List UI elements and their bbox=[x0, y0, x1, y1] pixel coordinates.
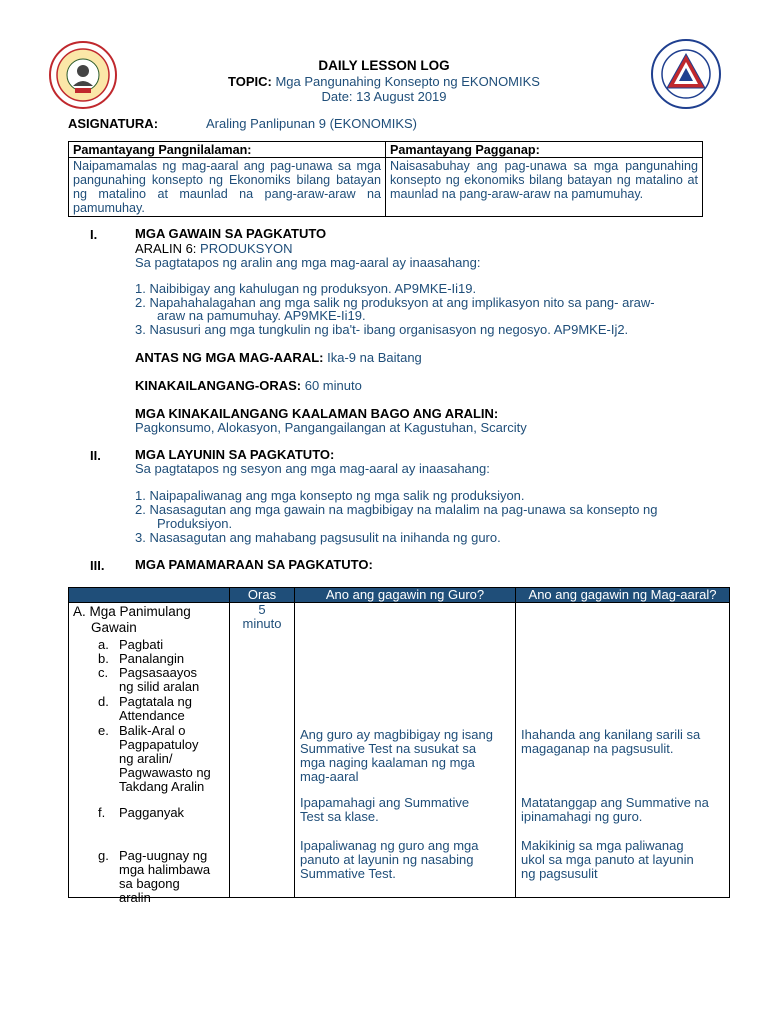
student-cell bbox=[516, 603, 730, 898]
section-1-objective-2: 2. Napahahalagahan ang mga salik ng produksyon at ang implikasyon nito sa pang- araw- bbox=[135, 295, 655, 310]
column-header-student: Ano ang gagawin ng Mag-aaral? bbox=[516, 588, 730, 603]
time-value-cell: 5 minuto bbox=[242, 602, 282, 631]
section-2-objective-1: 1. Naipapaliwanag ang mga konsepto ng mga salik ng produksiyon. bbox=[135, 488, 525, 503]
section-1-intro: Sa pagtatapos ng aralin ang mga mag-aaral ay inaasahang: bbox=[135, 255, 481, 270]
section-1-objective-2-cont: araw na pamumuhay. AP9MKE-Ii19. bbox=[157, 308, 366, 323]
section-2-number: II. bbox=[90, 448, 101, 463]
standards-table bbox=[68, 141, 703, 217]
section-2-objective-2: 2. Nasasagutan ang mga gawain na magbibigay na malalim na pag-unawa sa konsepto ng bbox=[135, 502, 658, 517]
grade-level-label: ANTAS NG MGA MAG-AARAL: bbox=[135, 350, 324, 365]
section-2-objective-2-cont: Produksiyon. bbox=[157, 516, 233, 531]
content-standard-text: Naipamamalas ng mag-aaral ang pag-unawa sa mga pangunahing konsepto ng Ekonomiks bilang batayan ng matalino at maunlad na pang-araw-araw na pamumuhay. bbox=[69, 158, 386, 217]
student-text-f: Matatanggap ang Summative na ipinamahagi ng guro. bbox=[521, 795, 709, 824]
lesson-label: ARALIN 6: bbox=[135, 241, 197, 256]
document-title: DAILY LESSON LOG bbox=[318, 58, 450, 73]
time-label: KINAKAILANGANG-ORAS: bbox=[135, 378, 302, 393]
teacher-cell bbox=[295, 603, 516, 898]
performance-standard-title: Pamantayang Pagganap: bbox=[386, 142, 703, 158]
section-1-number: I. bbox=[90, 227, 98, 242]
section-1-title: MGA GAWAIN SA PAGKATUTO bbox=[135, 226, 327, 241]
prior-knowledge-label: MGA KINAKAILANGANG KAALAMAN BAGO ANG ARALIN: bbox=[135, 406, 499, 421]
section-3-number: III. bbox=[90, 558, 105, 573]
section-2-objective-3: 3. Nasasagutan ang mahabang pagsusulit na inihanda ng guro. bbox=[135, 530, 501, 545]
topic-line bbox=[0, 74, 768, 89]
lesson-line bbox=[135, 242, 293, 256]
section-2-title: MGA LAYUNIN SA PAGKATUTO: bbox=[135, 447, 335, 462]
student-text-e: Ihahanda ang kanilang sarili sa magaganap na pagsusulit. bbox=[521, 727, 701, 756]
section-1-objective-3: 3. Nasusuri ang mga tungkulin ng iba't- ibang organisasyon ng negosyo. AP9MKE-Ij2. bbox=[135, 322, 629, 337]
activity-cell: A. Mga Panimulang Gawain a. Pagbati b. Panalangin c. Pagsasaayos ng silid aralan d. Pagtatala ng Attendance e. Balik-Aral o Pagpapatuloy ng aralin/ Pagwawasto ng Takdang Aralin f. Pagganyak g. Pag-uugnay ng mga halimbawa sa bagong aralin bbox=[69, 603, 230, 898]
time-value: 60 minuto bbox=[304, 378, 362, 393]
teacher-text-e: Ang guro ay magbibigay ng isang Summative Test na susukat sa mga naging kaalaman ng mga mag-aaral bbox=[300, 727, 493, 784]
prior-knowledge-value: Pagkonsumo, Alokasyon, Pangangailangan at Kagustuhan, Scarcity bbox=[135, 420, 527, 435]
date-line: Date: 13 August 2019 bbox=[321, 89, 447, 104]
column-header-time: Oras bbox=[230, 588, 295, 603]
time-cell bbox=[230, 603, 295, 898]
performance-standard-text: Naisasabuhay ang pag-unawa sa mga pangunahing konsepto ng ekonomiks bilang batayan ng matalino at maunlad na pang-araw-araw na pamumuhay. bbox=[386, 158, 703, 217]
topic-label: TOPIC: bbox=[228, 74, 272, 89]
subject-value: Araling Panlipunan 9 (EKONOMIKS) bbox=[206, 116, 417, 131]
section-2-intro: Sa pagtatapos ng sesyon ang mga mag-aaral ay inaasahang: bbox=[135, 461, 490, 476]
time-line bbox=[135, 379, 362, 393]
section-a-title: A. Mga Panimulang Gawain bbox=[73, 604, 191, 635]
student-text-g: Makikinig sa mga paliwanag ukol sa mga panuto at layunin ng pagsusulit bbox=[521, 838, 694, 881]
column-header-teacher: Ano ang gagawin ng Guro? bbox=[295, 588, 516, 603]
content-standard-title: Pamantayang Pangnilalaman: bbox=[69, 142, 386, 158]
grade-level-value: Ika-9 na Baitang bbox=[327, 350, 422, 365]
topic-value: Mga Pangunahing Konsepto ng EKONOMIKS bbox=[275, 74, 540, 89]
section-3-title: MGA PAMAMARAAN SA PAGKATUTO: bbox=[135, 557, 373, 572]
section-1-objective-1: 1. Naibibigay ang kahulugan ng produksyon. AP9MKE-Ii19. bbox=[135, 281, 477, 296]
lesson-value: PRODUKSYON bbox=[200, 241, 293, 256]
teacher-text-f: Ipapamahagi ang Summative Test sa klase. bbox=[300, 795, 470, 824]
column-header-activity bbox=[69, 588, 230, 603]
subject-label: ASIGNATURA: bbox=[68, 116, 159, 131]
teacher-text-g: Ipapaliwanag ng guro ang mga panuto at layunin ng nasabing Summative Test. bbox=[300, 838, 479, 881]
procedure-table bbox=[68, 587, 730, 905]
grade-level-line bbox=[135, 351, 422, 365]
